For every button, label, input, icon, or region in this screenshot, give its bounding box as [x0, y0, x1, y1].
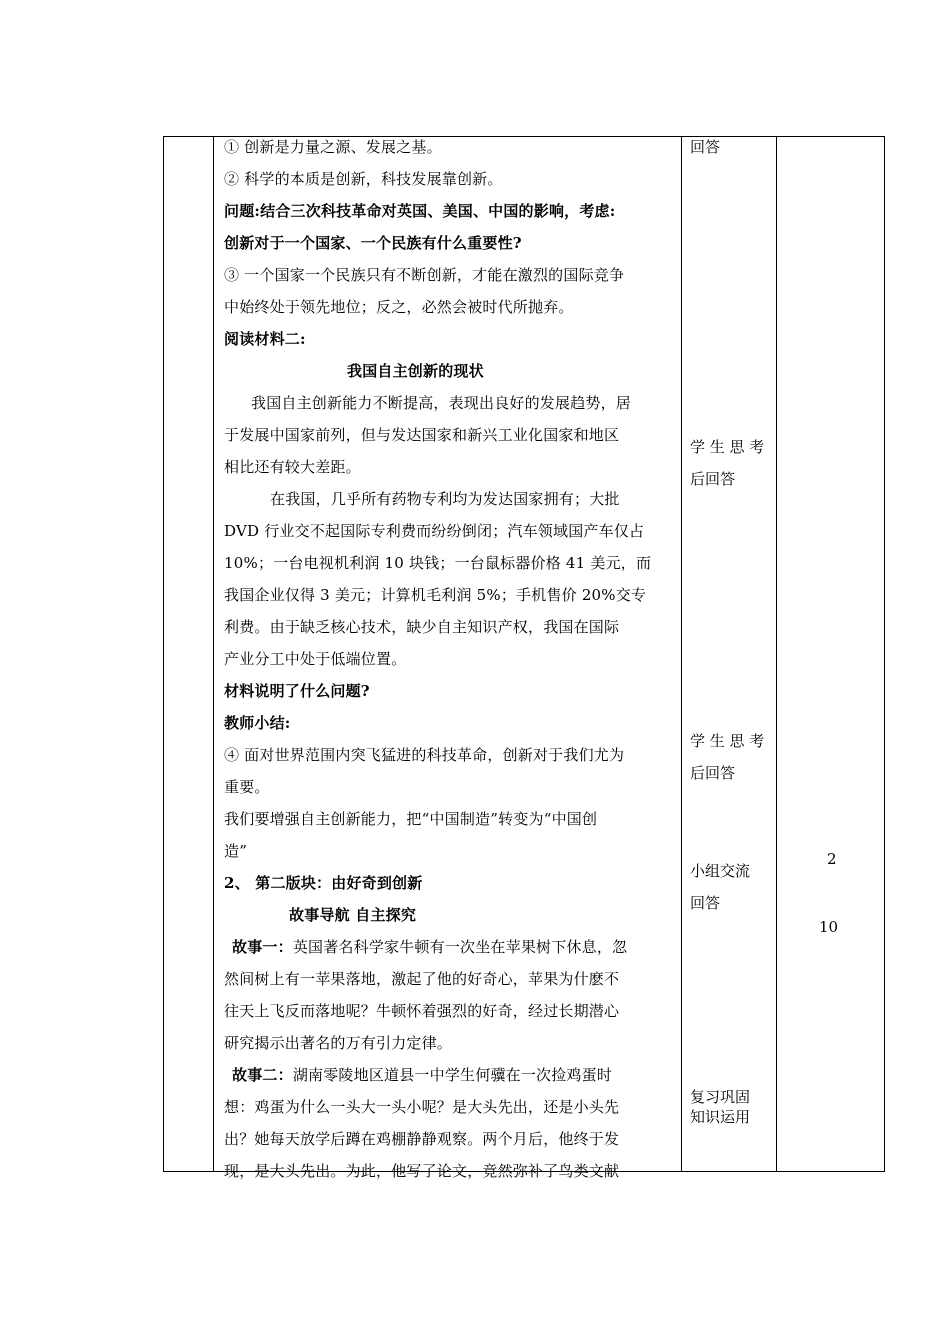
- content-line: ② 科学的本质是创新，科技发展靠创新。: [224, 170, 503, 188]
- story-label: 故事一：: [232, 938, 293, 956]
- activity-label: 后回答: [690, 470, 736, 488]
- table-column-divider: [681, 137, 682, 1171]
- activity-label: 学 生 思 考: [690, 438, 765, 456]
- activity-label: 小组交流: [690, 862, 751, 880]
- section-heading: 阅读材料二:: [224, 330, 306, 348]
- section-heading: 2、 第二版块：由好奇到创新: [224, 874, 423, 892]
- question-line: 材料说明了什么问题?: [224, 682, 370, 700]
- content-line: 在我国，几乎所有药物专利均为发达国家拥有；大批: [270, 490, 620, 508]
- content-line: ③ 一个国家一个民族只有不断创新，才能在激烈的国际竞争: [224, 266, 625, 284]
- story-label: 故事二：: [232, 1066, 293, 1084]
- content-line: 我国企业仅得 3 美元；计算机毛利润 5%；手机售价 20%交专: [224, 586, 647, 604]
- question-line: 问题:结合三次科技革命对英国、美国、中国的影响，考虑:: [224, 202, 616, 220]
- time-value: 10: [819, 918, 839, 936]
- question-line: 创新对于一个国家、一个民族有什么重要性?: [224, 234, 522, 252]
- material-title: 我国自主创新的现状: [347, 362, 484, 380]
- story-line: [232, 1065, 612, 1085]
- section-heading: 教师小结:: [224, 714, 291, 732]
- table-column-divider: [776, 137, 777, 1171]
- story-text: 英国著名科学家牛顿有一次坐在苹果树下休息，忽: [292, 938, 628, 956]
- content-line: 研究揭示出著名的万有引力定律。: [224, 1034, 453, 1052]
- activity-label: 回答: [690, 894, 721, 912]
- time-value: 2: [827, 850, 837, 868]
- content-line: 中始终处于领先地位；反之，必然会被时代所抛弃。: [224, 298, 574, 316]
- content-line: 想：鸡蛋为什么一头大一头小呢？是大头先出，还是小头先: [224, 1098, 620, 1116]
- content-line: ④ 面对世界范围内突飞猛进的科技革命，创新对于我们尤为: [224, 746, 625, 764]
- content-line: ① 创新是力量之源、发展之基。: [224, 138, 442, 156]
- content-line: 我们要增强自主创新能力，把“中国制造”转变为“中国创: [224, 810, 598, 828]
- content-line: 出？她每天放学后蹲在鸡棚静静观察。两个月后，他终于发: [224, 1130, 620, 1148]
- activity-label: 复习巩固: [690, 1088, 751, 1106]
- activity-label: 后回答: [690, 764, 736, 782]
- table-column-divider: [213, 137, 214, 1171]
- content-line: 10%；一台电视机利润 10 块钱；一台鼠标器价格 41 美元，而: [224, 554, 652, 572]
- content-line: DVD 行业交不起国际专利费而纷纷倒闭；汽车领域国产车仅占: [224, 522, 645, 540]
- content-line: 于发展中国家前列，但与发达国家和新兴工业化国家和地区: [224, 426, 620, 444]
- activity-label: 回答: [690, 138, 721, 156]
- story-text: 湖南零陵地区道县一中学生何骥在一次捡鸡蛋时: [292, 1066, 613, 1084]
- activity-label: 知识运用: [690, 1108, 751, 1126]
- content-line: 产业分工中处于低端位置。: [224, 650, 407, 668]
- content-line: 相比还有较大差距。: [224, 458, 361, 476]
- content-line: 重要。: [224, 778, 270, 796]
- story-line: [232, 937, 627, 957]
- activity-label: 学 生 思 考: [690, 732, 765, 750]
- content-line: 现，是大头先出。为此，他写了论文，竟然弥补了鸟类文献: [224, 1162, 620, 1180]
- subsection-title: 故事导航 自主探究: [289, 906, 417, 924]
- content-line: 我国自主创新能力不断提高，表现出良好的发展趋势，居: [251, 394, 632, 412]
- content-line: 造”: [224, 842, 248, 860]
- content-line: 利费。由于缺乏核心技术，缺少自主知识产权，我国在国际: [224, 618, 620, 636]
- content-line: 往天上飞反而落地呢？牛顿怀着强烈的好奇，经过长期潜心: [224, 1002, 620, 1020]
- lesson-table: [163, 136, 885, 1180]
- content-line: 然间树上有一苹果落地，激起了他的好奇心，苹果为什麽不: [224, 970, 620, 988]
